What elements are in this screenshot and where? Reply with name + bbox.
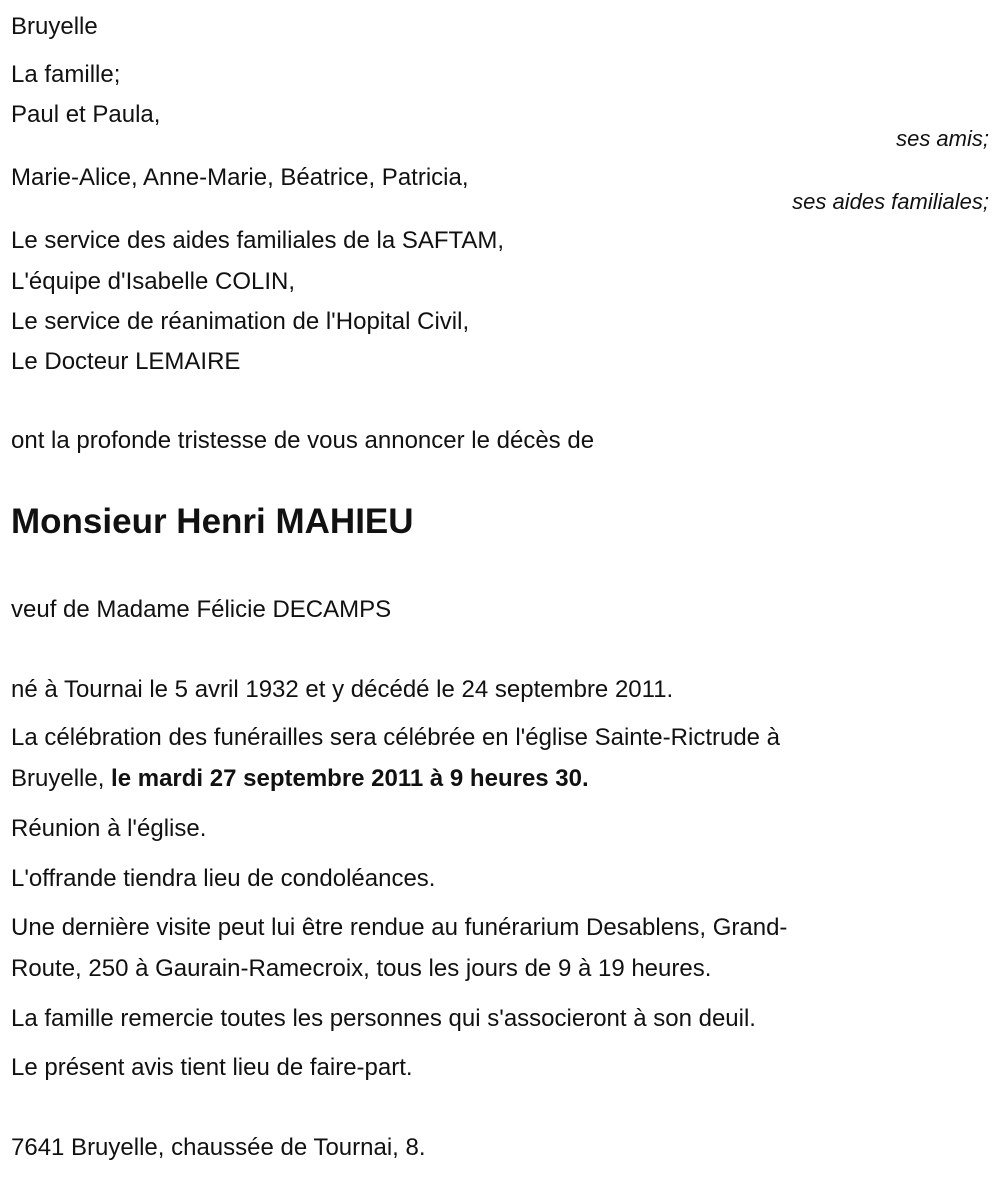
thanks-line: La famille remercie toutes les personnes qui s'associeront à son deuil. <box>11 1005 756 1032</box>
family-line: Le service de réanimation de l'Hopital Civil, <box>11 308 470 335</box>
family-line: L'équipe d'Isabelle COLIN, <box>11 268 296 295</box>
birth-death-line: né à Tournai le 5 avril 1932 et y décédé le 24 septembre 2011. <box>11 676 674 703</box>
announcement: ont la profonde tristesse de vous annoncer le décès de <box>11 427 595 454</box>
family-line: La famille; <box>11 61 121 88</box>
family-line: Marie-Alice, Anne-Marie, Béatrice, Patricia, <box>11 164 469 191</box>
visit-line: Une dernière visite peut lui être rendue au funérarium Desablens, Grand- <box>11 914 788 941</box>
deceased-name: Monsieur Henri MAHIEU <box>11 502 414 541</box>
relation-tag: ses aides familiales; <box>792 189 989 214</box>
family-line: Le Docteur LEMAIRE <box>11 348 241 375</box>
offering-line: L'offrande tiendra lieu de condoléances. <box>11 865 436 892</box>
ceremony-line <box>11 764 589 794</box>
location: Bruyelle <box>11 13 98 40</box>
visit-line: Route, 250 à Gaurain-Ramecroix, tous les jours de 9 à 19 heures. <box>11 955 712 982</box>
ceremony-date: le mardi 27 septembre 2011 à 9 heures 30. <box>111 765 589 792</box>
family-line: Le service des aides familiales de la SAFTAM, <box>11 227 505 254</box>
family-line: Paul et Paula, <box>11 101 161 128</box>
notice-line: Le présent avis tient lieu de faire-part. <box>11 1054 413 1081</box>
ceremony-line: La célébration des funérailles sera célébrée en l'église Sainte-Rictrude à <box>11 724 781 751</box>
ceremony-place: Bruyelle, <box>11 765 112 792</box>
widower-line: veuf de Madame Félicie DECAMPS <box>11 596 392 623</box>
address: 7641 Bruyelle, chaussée de Tournai, 8. <box>11 1134 426 1161</box>
meeting-line: Réunion à l'église. <box>11 815 207 842</box>
relation-tag: ses amis; <box>896 126 989 151</box>
